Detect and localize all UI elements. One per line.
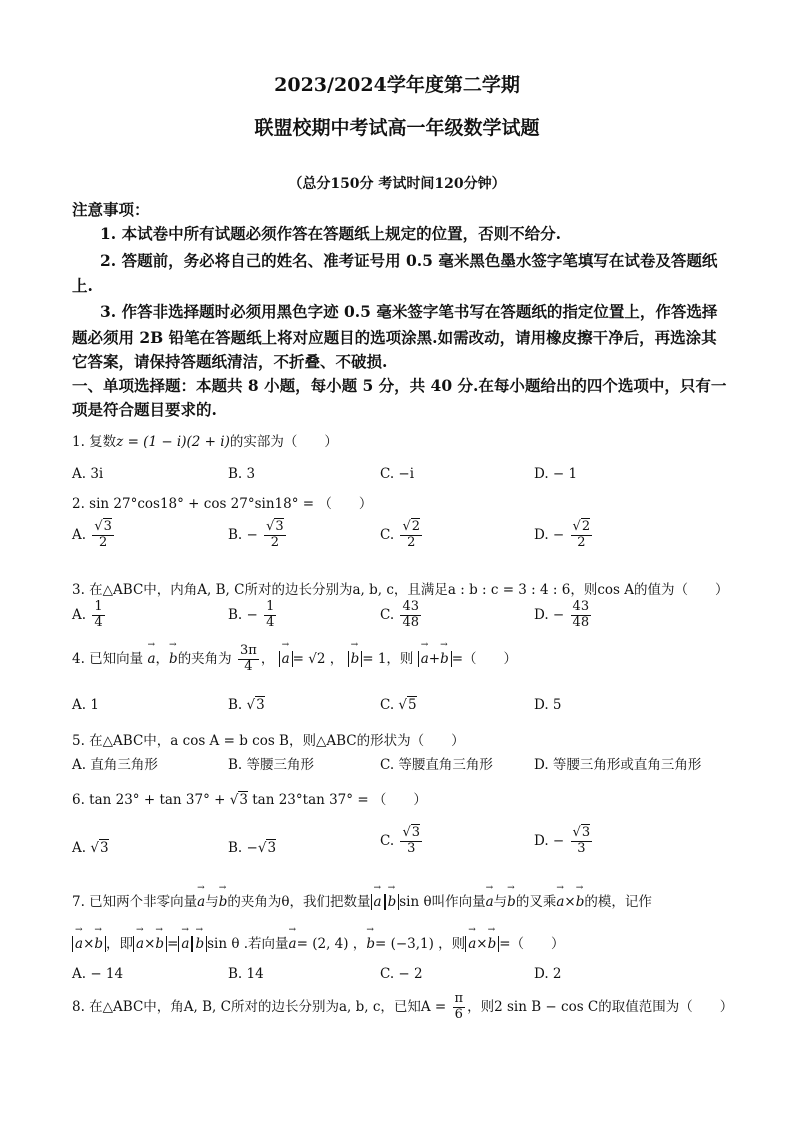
q5-option-c[interactable]: C. 等腰直角三角形: [380, 757, 493, 773]
q6-d-label: D. −: [534, 832, 565, 849]
q3-option-b-fraction: [264, 600, 276, 631]
q4-option-c[interactable]: C. √5: [380, 697, 417, 713]
q4-option-d[interactable]: D. 5: [534, 697, 562, 713]
q3-a-den: 4: [94, 614, 103, 630]
q3-option-b[interactable]: [228, 600, 278, 631]
q4-text-6: = 1，则: [362, 650, 414, 667]
q6-text-1: 6. tan 23° + tan 37° +: [72, 792, 226, 808]
q7-text-6: 的叉乘: [515, 894, 557, 910]
q7-option-d[interactable]: D. 2: [534, 966, 562, 982]
question-7-line-2: → a×→ b ，即→ a×→ b =→ a→ b sin θ .若向量→ a= (2, 4) ，→ b= (−3,1) ，则→ a×→ b =（ ）: [72, 932, 565, 952]
question-2-stem: 2. sin 27°cos18° + cos 27°sin18° = （ ）: [72, 496, 373, 512]
q7-text-3: 的夹角为θ，我们把数量: [227, 894, 371, 910]
q6-d-den: 3: [577, 840, 586, 856]
q2-option-d[interactable]: [534, 520, 594, 551]
q3-option-a-label: A.: [72, 606, 87, 623]
q3-option-c-label: C.: [380, 606, 395, 623]
q7-text-10: sin θ .若向量: [207, 936, 289, 952]
q4-f-num: 3π: [239, 643, 257, 658]
q6-a-value: 3: [99, 840, 109, 856]
q7-text-8: ，即: [106, 936, 134, 952]
q2-option-d-fraction: $\frac{√2}{2}$: [572, 519, 591, 550]
q4-norm-sum: → a+→ b: [418, 651, 452, 667]
notice-item-3-line1: 3. 作答非选择题时必须用黑色字迹 0.5 毫米签字笔书写在答题纸的指定位置上，作答选择: [100, 302, 718, 321]
q2-option-c-label: C.: [380, 526, 395, 543]
q2-a-num: 3: [103, 519, 112, 534]
notice-heading: 注意事项：: [72, 200, 150, 219]
section-heading-line2: 项是符合题目要求的.: [72, 400, 217, 419]
q1-option-a[interactable]: A. 3i: [72, 466, 104, 482]
q4-norm-b: → b: [348, 651, 363, 667]
q6-a-label: A.: [72, 840, 87, 856]
q6-b-value: 3: [267, 840, 277, 856]
q6-b-label: B. −: [228, 840, 258, 856]
q4-angle-fraction: [238, 644, 259, 675]
q2-option-d-label: D. −: [534, 526, 565, 543]
q3-b-den: 4: [266, 614, 275, 630]
q6-text-2: tan 23°tan 37° = （ ）: [252, 792, 427, 808]
notice-item-1: 1. 本试卷中所有试题必须作答在答题纸上规定的位置，否则不给分.: [100, 224, 561, 243]
exam-title-line1: 2023/2024学年度第二学期: [274, 74, 520, 96]
q7-text-2: 与: [205, 894, 219, 910]
q4-text-1: 4. 已知向量: [72, 650, 144, 667]
q7-option-b[interactable]: B. 14: [228, 966, 264, 982]
q8-f-den: 6: [454, 1006, 463, 1022]
q4-b-label: B.: [228, 697, 243, 713]
q2-option-a[interactable]: [72, 520, 116, 551]
q4-b-value: 3: [256, 697, 265, 713]
q3-c-num: 43: [402, 599, 419, 614]
q4-c-label: C.: [380, 697, 395, 713]
q6-c-den: 3: [407, 840, 416, 856]
q6-radicand: 3: [239, 792, 248, 808]
question-8-stem: [72, 992, 733, 1023]
q3-a-num: 1: [94, 599, 103, 614]
q1-option-c[interactable]: C. −i: [380, 466, 415, 482]
q2-d-num: 2: [581, 519, 591, 534]
section-heading-line1: 一、单项选择题：本题共 8 小题，每小题 5 分，共 40 分.在每小题给出的四个选项中，只有一: [72, 376, 727, 395]
notice-item-2-line1: 2. 答题前，务必将自己的姓名、准考证号用 0.5 毫米黑色墨水签字笔填写在试卷及答题纸: [100, 251, 718, 270]
question-5-stem: 5. 在△ABC中，a cos A = b cos B，则△ABC的形状为（ ）: [72, 733, 465, 749]
q4-option-b[interactable]: B. √3: [228, 697, 265, 713]
q7-text-7: 的模，记作: [584, 894, 652, 910]
q4-text-4: ，: [260, 650, 275, 667]
q6-option-b[interactable]: B. −√3: [228, 840, 277, 856]
q3-option-a[interactable]: [72, 600, 107, 631]
q1-expression: z = (1 − i)(2 + i): [116, 434, 230, 450]
q4-text-3: 的夹角为: [177, 650, 232, 667]
q2-option-a-fraction: $\frac{√3}{2}$: [94, 519, 112, 550]
question-7-line-1: 7. 已知两个非零向量→ a与→ b的夹角为θ，我们把数量→ a→ b sin θ叫作向量→ a与→ b的叉乘→ a×→ b的模，记作: [72, 890, 652, 910]
q3-option-a-fraction: [92, 600, 104, 631]
q5-option-b[interactable]: B. 等腰三角形: [228, 757, 315, 773]
q8-angle-fraction: [453, 992, 466, 1023]
notice-item-3-line2: 题必须用 2B 铅笔在答题纸上将对应题目的选项涂黑.如需改动，请用橡皮擦干净后，再选涂其: [72, 328, 717, 347]
q1-prefix: 1. 复数: [72, 434, 117, 450]
q6-d-num: 3: [581, 825, 591, 840]
q4-f-den: 4: [244, 658, 253, 674]
q8-f-num: π: [454, 991, 464, 1006]
q4-text-5: = √2 ，: [292, 650, 344, 667]
q2-option-b-fraction: $\frac{√3}{2}$: [266, 519, 284, 550]
q3-option-b-label: B. −: [228, 606, 258, 623]
q2-c-num: 2: [411, 519, 421, 534]
q7-text-13: =（ ）: [499, 936, 565, 952]
vector-b: → b: [169, 651, 178, 667]
q2-b-num: 3: [275, 519, 284, 534]
q7-text-12: = (−3,1) ，则: [374, 936, 466, 952]
q1-suffix: 的实部为（ ）: [229, 434, 338, 450]
q7-text-4: sin θ叫作向量: [399, 894, 486, 910]
question-1-stem: [72, 430, 338, 450]
q5-option-a[interactable]: A. 直角三角形: [72, 757, 158, 773]
q2-b-den: 2: [270, 534, 280, 550]
q1-option-b[interactable]: B. 3: [228, 466, 256, 482]
q2-option-b[interactable]: [228, 520, 288, 551]
q3-b-num: 1: [266, 599, 275, 614]
notice-item-3-line3: 它答案，请保持答题纸清洁，不折叠、不破损.: [72, 352, 388, 371]
q6-c-label: C.: [380, 832, 395, 849]
question-6-stem: 6. tan 23° + tan 37° + √3 tan 23°tan 37° = （ ）: [72, 792, 427, 808]
q6-option-c[interactable]: [380, 826, 424, 857]
q3-option-d-label: D. −: [534, 606, 565, 623]
q2-option-c-fraction: $\frac{√2}{2}$: [402, 519, 421, 550]
q3-d-den: 48: [572, 614, 590, 630]
q6-option-a[interactable]: A. √3: [72, 840, 109, 856]
question-4-stem: [72, 644, 517, 675]
q2-option-a-label: A.: [72, 526, 87, 543]
q4-c-value: 5: [408, 697, 417, 713]
q6-option-c-fraction: $\frac{√3}{3}$: [402, 825, 421, 856]
q3-option-d-fraction: [571, 600, 592, 631]
q3-option-c-fraction: [400, 600, 421, 631]
q2-c-den: 2: [407, 534, 416, 550]
q7-text-1: 7. 已知两个非零向量: [72, 894, 198, 910]
q4-norm-a: → a: [279, 651, 293, 667]
vector-a: → a: [147, 651, 155, 667]
q7-text-11: = (2, 4) ，: [296, 936, 367, 952]
q2-d-den: 2: [577, 534, 586, 550]
q7-option-a[interactable]: A. − 14: [72, 966, 124, 982]
q3-option-c[interactable]: [380, 600, 423, 631]
notice-item-2-line2: 上.: [72, 276, 93, 295]
q4-text-7: =（ ）: [451, 650, 518, 667]
q3-option-d[interactable]: [534, 600, 593, 631]
question-3-stem: 3. 在△ABC中，内角A, B, C所对的边长分别为a, b, c，且满足a : b : c = 3 : 4 : 6，则cos A的值为（ ）: [72, 582, 729, 598]
q3-c-den: 48: [402, 614, 419, 630]
q2-a-den: 2: [98, 534, 108, 550]
q7-text-9: =: [167, 936, 179, 952]
exam-title-line2: 联盟校期中考试高一年级数学试题: [254, 117, 540, 139]
q2-option-b-label: B. −: [228, 526, 258, 543]
q4-text-2: ，: [155, 650, 170, 667]
q1-option-d[interactable]: D. − 1: [534, 466, 578, 482]
q6-c-num: 3: [411, 825, 421, 840]
q6-option-d-fraction: $\frac{√3}{3}$: [572, 825, 591, 856]
q8-text-2: ，则2 sin B − cos C的取值范围为（ ）: [467, 998, 734, 1015]
q8-text-1: 8. 在△ABC中，角A, B, C所对的边长分别为a, b, c，已知A =: [72, 998, 447, 1015]
q5-option-d[interactable]: D. 等腰三角形或直角三角形: [534, 757, 702, 773]
q2-option-c[interactable]: [380, 520, 424, 551]
q7-text-5: 与: [493, 894, 508, 910]
exam-subtitle: （总分150分 考试时间120分钟）: [288, 176, 506, 192]
q6-option-d[interactable]: [534, 826, 594, 857]
q3-d-num: 43: [572, 599, 590, 614]
q4-option-a[interactable]: A. 1: [72, 697, 99, 713]
q7-option-c[interactable]: C. − 2: [380, 966, 423, 982]
